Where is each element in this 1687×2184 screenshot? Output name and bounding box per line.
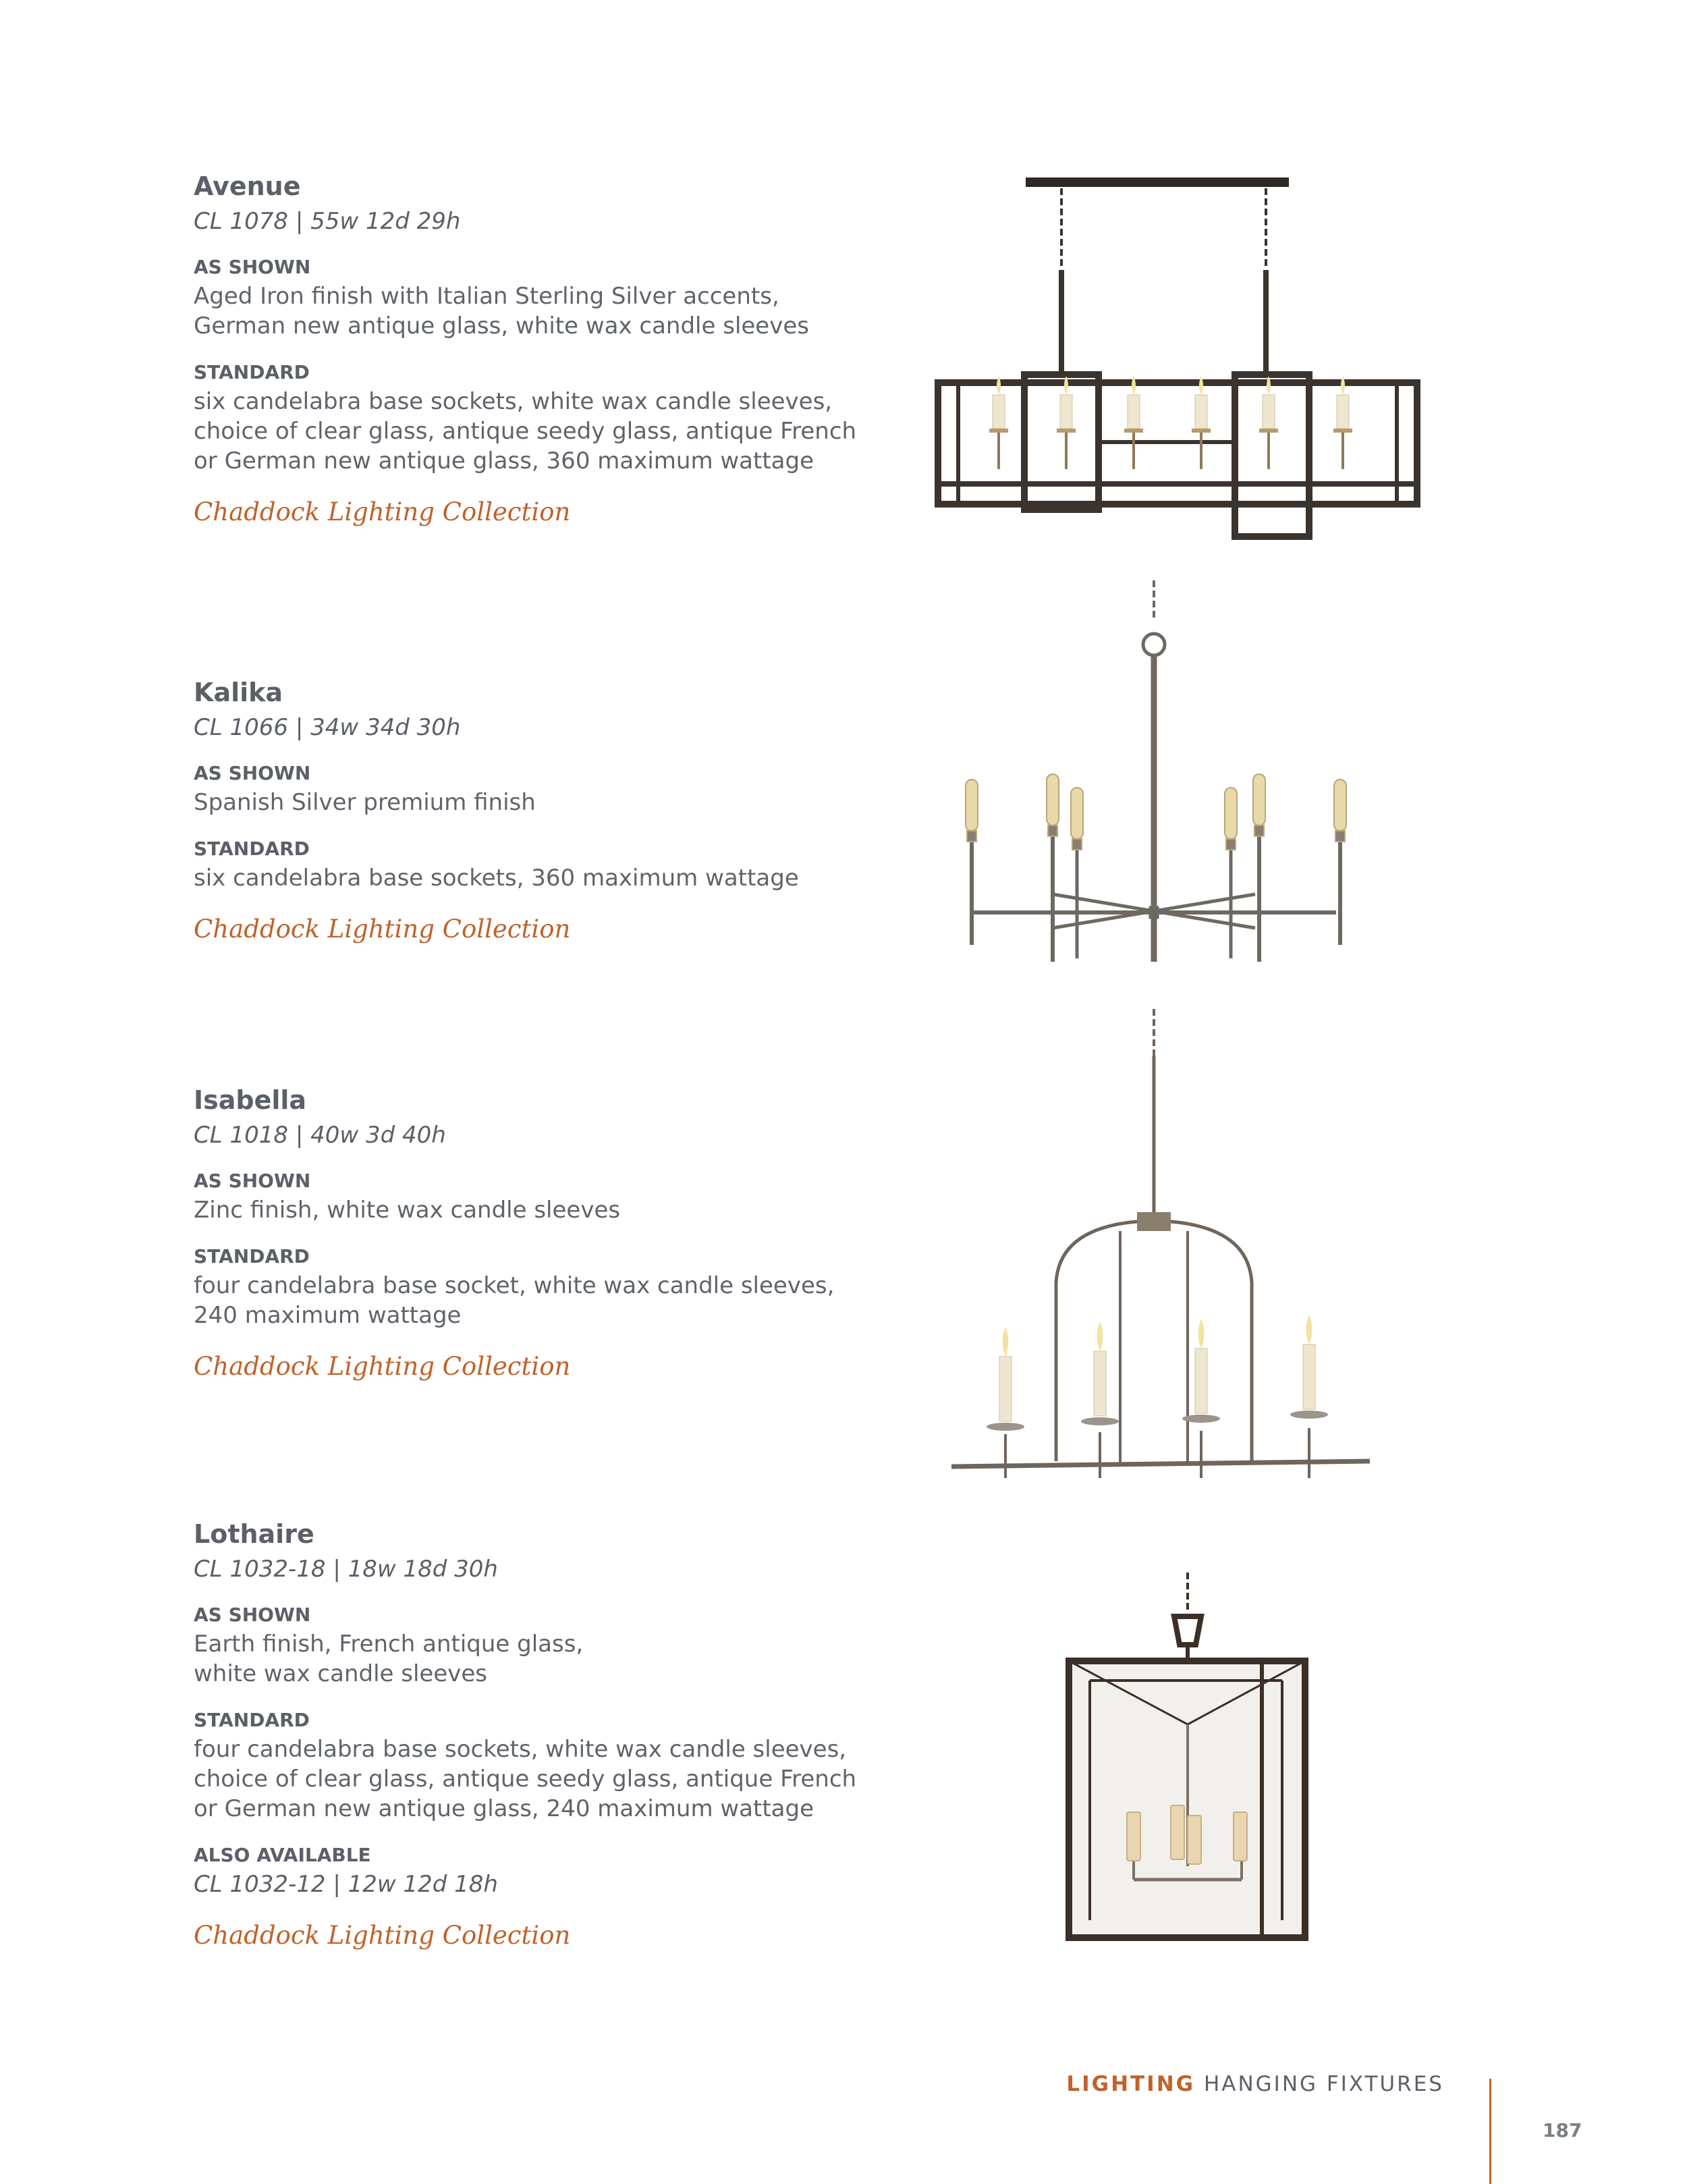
product-code: CL 1032-18 | 18w 18d 30h: [194, 1556, 498, 1583]
collection-name: Chaddock Lighting Collection: [194, 914, 571, 944]
standard-label: STANDARD: [194, 838, 310, 860]
product-kalika: [194, 677, 936, 944]
as-shown-label: AS SHOWN: [194, 762, 311, 784]
standard-label: STANDARD: [194, 1709, 310, 1731]
collection-name: Chaddock Lighting Collection: [194, 1352, 571, 1381]
footer-category: LIGHTING: [1066, 2072, 1196, 2096]
footer-divider: [1489, 2079, 1491, 2184]
collection-name: Chaddock Lighting Collection: [194, 1921, 571, 1950]
product-name: Kalika: [194, 678, 283, 707]
standard-label: STANDARD: [194, 361, 310, 383]
footer-section-title: [1066, 2072, 1444, 2096]
isabella-chandelier-image: [945, 1006, 1377, 1485]
standard-label: STANDARD: [194, 1245, 310, 1267]
collection-name: Chaddock Lighting Collection: [194, 497, 571, 526]
candles: [987, 1315, 1328, 1431]
as-shown-label: AS SHOWN: [194, 1604, 311, 1626]
as-shown-label: AS SHOWN: [194, 256, 311, 278]
product-avenue: [194, 171, 936, 527]
as-shown-text: Spanish Silver premium finish: [194, 789, 536, 816]
as-shown-text: Aged Iron finish with Italian Sterling Silver accents, German new antique glass, white wax candle sleeves: [194, 283, 809, 339]
also-available-label: ALSO AVAILABLE: [194, 1844, 371, 1866]
page-number: 187: [1543, 2119, 1582, 2141]
as-shown-label: AS SHOWN: [194, 1170, 311, 1192]
product-isabella: [194, 1085, 936, 1382]
product-name: Isabella: [194, 1085, 307, 1115]
standard-text: six candelabra base sockets, white wax candle sleeves, choice of clear glass, antique seedy glass, antique French or German new antique glass, 360 maximum wattage: [194, 388, 857, 474]
product-lothaire: [194, 1519, 936, 1950]
standard-text: four candelabra base socket, white wax candle sleeves, 240 maximum wattage: [194, 1272, 835, 1329]
product-code: CL 1018 | 40w 3d 40h: [194, 1122, 446, 1149]
also-available-code: CL 1032-12 | 12w 12d 18h: [194, 1871, 498, 1898]
footer-subcategory: HANGING FIXTURES: [1203, 2072, 1444, 2096]
avenue-chandelier-image: [931, 172, 1431, 550]
standard-text: six candelabra base sockets, 360 maximum wattage: [194, 865, 799, 892]
product-code: CL 1078 | 55w 12d 29h: [194, 208, 461, 235]
standard-text: four candelabra base sockets, white wax candle sleeves, choice of clear glass, antique seedy glass, antique French or German new antique glass, 240 maximum wattage: [194, 1736, 857, 1822]
candles: [989, 376, 1352, 469]
product-name: Lothaire: [194, 1519, 314, 1549]
as-shown-text: Earth finish, French antique glass, white wax candle sleeves: [194, 1631, 584, 1687]
product-code: CL 1066 | 34w 34d 30h: [194, 714, 461, 741]
as-shown-text: Zinc finish, white wax candle sleeves: [194, 1197, 621, 1224]
product-name: Avenue: [194, 171, 301, 201]
kalika-chandelier-image: [951, 577, 1356, 968]
lothaire-lantern-image: [1059, 1569, 1316, 1947]
